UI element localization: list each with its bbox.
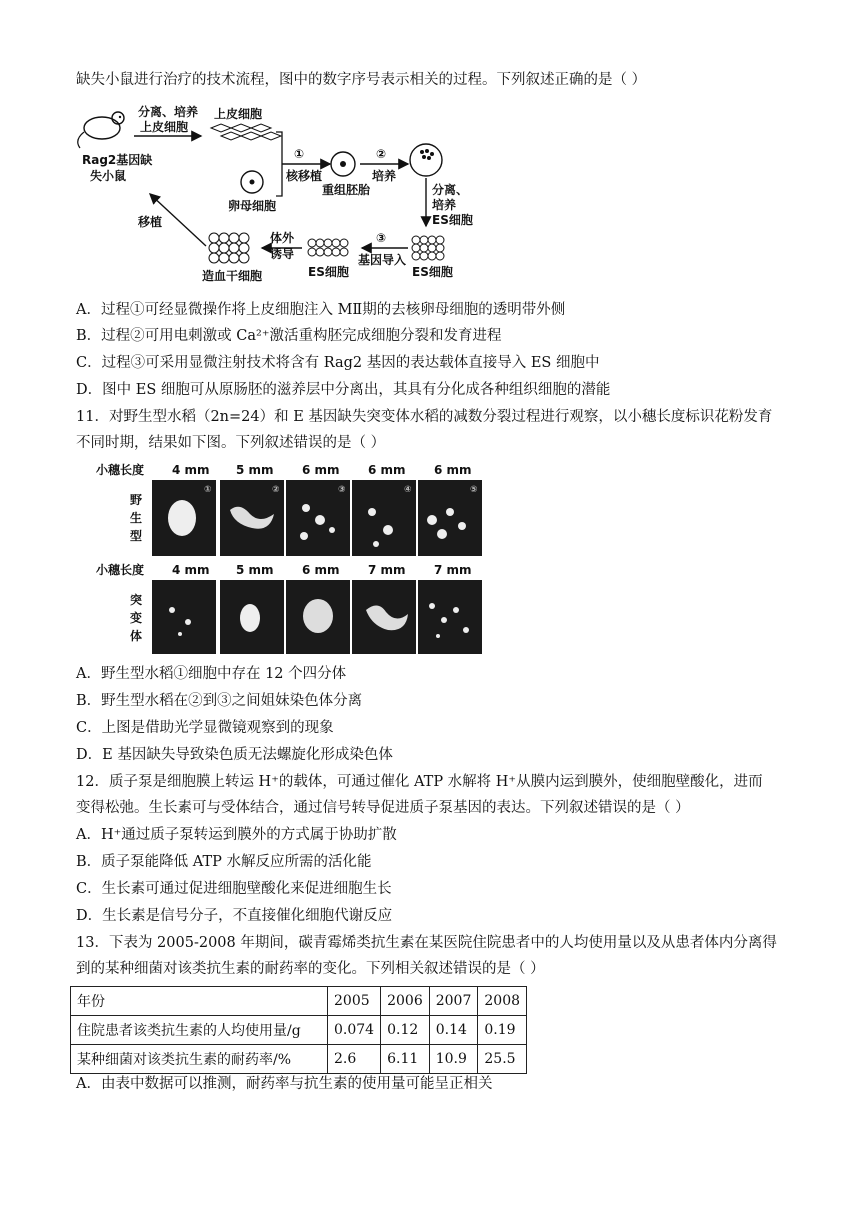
- es-mid-label: ES细胞: [308, 265, 349, 279]
- wild-length-5: 6 mm: [434, 463, 472, 477]
- table-cell: 25.5: [478, 1045, 527, 1074]
- step3-num: ③: [376, 231, 387, 245]
- q12-option-a: A．H⁺通过质子泵转运到膜外的方式属于协助扩散: [76, 827, 397, 843]
- q12-stem-2: 变得松弛。生长素可与受体结合，通过信号转导促进质子泵基因的表达。下列叙述错误的是（ ）: [76, 800, 690, 816]
- step-a-label-1: 分离、培养: [138, 105, 199, 119]
- table-cell: 年份: [71, 987, 328, 1016]
- step-b-label-3: ES细胞: [432, 213, 473, 227]
- step1-num: ①: [294, 147, 305, 161]
- q11-option-d: D．E 基因缺失导致染色质无法螺旋化形成染色体: [76, 747, 393, 763]
- table-row: [71, 1045, 527, 1074]
- mouse-label-2: 失小鼠: [90, 169, 127, 183]
- step-b-label-2: 培养: [432, 198, 457, 212]
- q10-stem: 缺失小鼠进行治疗的技术流程，图中的数字序号表示相关的过程。下列叙述正确的是（ ）: [76, 72, 647, 88]
- table-row: [71, 1016, 527, 1045]
- hsc-cells-icon: [209, 233, 249, 263]
- q13-option-a: A．由表中数据可以推测，耐药率与抗生素的使用量可能呈正相关: [76, 1076, 493, 1092]
- wild-mark-1: ①: [204, 485, 212, 495]
- mutant-label-1: 突: [130, 593, 143, 607]
- table-cell: 10.9: [429, 1045, 478, 1074]
- wild-row-length-label: 小穗长度: [96, 463, 145, 477]
- table-cell: 0.14: [429, 1016, 478, 1045]
- wild-label-3: 型: [130, 529, 143, 543]
- mouse-icon: [78, 112, 124, 148]
- es-right-label: ES细胞: [412, 265, 453, 279]
- hsc-label: 造血干细胞: [202, 269, 263, 283]
- table-cell: 2006: [381, 987, 430, 1016]
- q13-data-table: [70, 986, 527, 1074]
- wild-mark-4: ④: [404, 485, 412, 495]
- mutant-label-3: 体: [130, 629, 143, 643]
- wild-label-2: 生: [130, 511, 143, 525]
- mutant-length-1: 4 mm: [172, 563, 210, 577]
- mutant-row-length-label: 小穗长度: [96, 563, 145, 577]
- q12-option-d: D．生长素是信号分子，不直接催化细胞代谢反应: [76, 908, 393, 924]
- step2-num: ②: [376, 147, 387, 161]
- mutant-length-2: 5 mm: [236, 563, 274, 577]
- wild-mark-5: ⑤: [470, 485, 478, 495]
- q13-stem-1: 13．下表为 2005-2008 年期间，碳青霉烯类抗生素在某医院住院患者中的人均使用量以及从患者体内分离得: [76, 935, 777, 951]
- blastocyst-icon: [410, 144, 442, 176]
- mutant-length-5: 7 mm: [434, 563, 472, 577]
- induce-label-2: 诱导: [270, 247, 295, 261]
- table-cell: 2.6: [328, 1045, 381, 1074]
- table-cell: 2008: [478, 987, 527, 1016]
- epithelial-cells-icon: [211, 124, 281, 140]
- step-a-label-2: 上皮细胞: [140, 120, 189, 134]
- es-cells-mid-icon: [308, 239, 348, 256]
- wild-length-4: 6 mm: [368, 463, 406, 477]
- table-cell: 0.12: [381, 1016, 430, 1045]
- wild-label-1: 野: [130, 493, 143, 507]
- step1-label: 核移植: [286, 169, 323, 183]
- q10-flow-diagram: [76, 98, 516, 290]
- q12-option-c: C．生长素可通过促进细胞壁酸化来促进细胞生长: [76, 881, 392, 897]
- transplant-label: 移植: [138, 215, 163, 229]
- q11-stem-2: 不同时期，结果如下图。下列叙述错误的是（ ）: [76, 435, 386, 451]
- epithelial-label: 上皮细胞: [214, 107, 263, 121]
- q12-option-b: B．质子泵能降低 ATP 水解反应所需的活化能: [76, 854, 372, 870]
- wild-mark-3: ③: [338, 485, 346, 495]
- q11-option-a: A．野生型水稻①细胞中存在 12 个四分体: [76, 666, 347, 682]
- q11-option-b: B．野生型水稻在②到③之间姐妹染色体分离: [76, 693, 363, 709]
- wild-mark-2: ②: [272, 485, 280, 495]
- table-cell: 2005: [328, 987, 381, 1016]
- step3-label: 基因导入: [358, 253, 407, 267]
- wild-length-2: 5 mm: [236, 463, 274, 477]
- es-cells-right-icon: [412, 236, 444, 260]
- table-cell: 2007: [429, 987, 478, 1016]
- mouse-label-1: Rag2基因缺: [82, 153, 153, 167]
- mutant-length-4: 7 mm: [368, 563, 406, 577]
- mutant-label-2: 变: [130, 611, 143, 625]
- q13-stem-2: 到的某种细菌对该类抗生素的耐药率的变化。下列相关叙述错误的是（ ）: [76, 961, 545, 977]
- q10-option-c: C．过程③可采用显微注射技术将含有 Rag2 基因的表达载体直接导入 ES 细胞中: [76, 355, 600, 371]
- q11-option-c: C．上图是借助光学显微镜观察到的现象: [76, 720, 334, 736]
- q11-stem-1: 11．对野生型水稻（2n=24）和 E 基因缺失突变体水稻的减数分裂过程进行观察，以小穗长度标识花粉发育: [76, 409, 773, 425]
- q10-option-a: A．过程①可经显微操作将上皮细胞注入 MⅡ期的去核卵母细胞的透明带外侧: [76, 302, 566, 318]
- table-cell: 0.19: [478, 1016, 527, 1045]
- step2-label: 培养: [372, 169, 397, 183]
- q11-micrograph-figure: [92, 460, 488, 656]
- table-cell: 住院患者该类抗生素的人均使用量/g: [71, 1016, 328, 1045]
- table-header-row: [71, 987, 527, 1016]
- table-cell: 6.11: [381, 1045, 430, 1074]
- wild-length-1: 4 mm: [172, 463, 210, 477]
- q10-option-b: B．过程②可用电刺激或 Ca²⁺激活重构胚完成细胞分裂和发育进程: [76, 328, 502, 344]
- step-b-label-1: 分离、: [432, 183, 469, 197]
- wild-length-3: 6 mm: [302, 463, 340, 477]
- mutant-length-3: 6 mm: [302, 563, 340, 577]
- q12-stem-1: 12．质子泵是细胞膜上转运 H⁺的载体，可通过催化 ATP 水解将 H⁺从膜内运到膜外，使细胞壁酸化，进而: [76, 774, 763, 790]
- q10-option-d: D．图中 ES 细胞可从原肠胚的滋养层中分离出，其具有分化成各种组织细胞的潜能: [76, 382, 611, 398]
- recon-label: 重组胚胎: [322, 183, 371, 197]
- table-cell: 某种细菌对该类抗生素的耐药率/%: [71, 1045, 328, 1074]
- induce-label-1: 体外: [270, 231, 295, 245]
- egg-label: 卵母细胞: [228, 199, 277, 213]
- table-cell: 0.074: [328, 1016, 381, 1045]
